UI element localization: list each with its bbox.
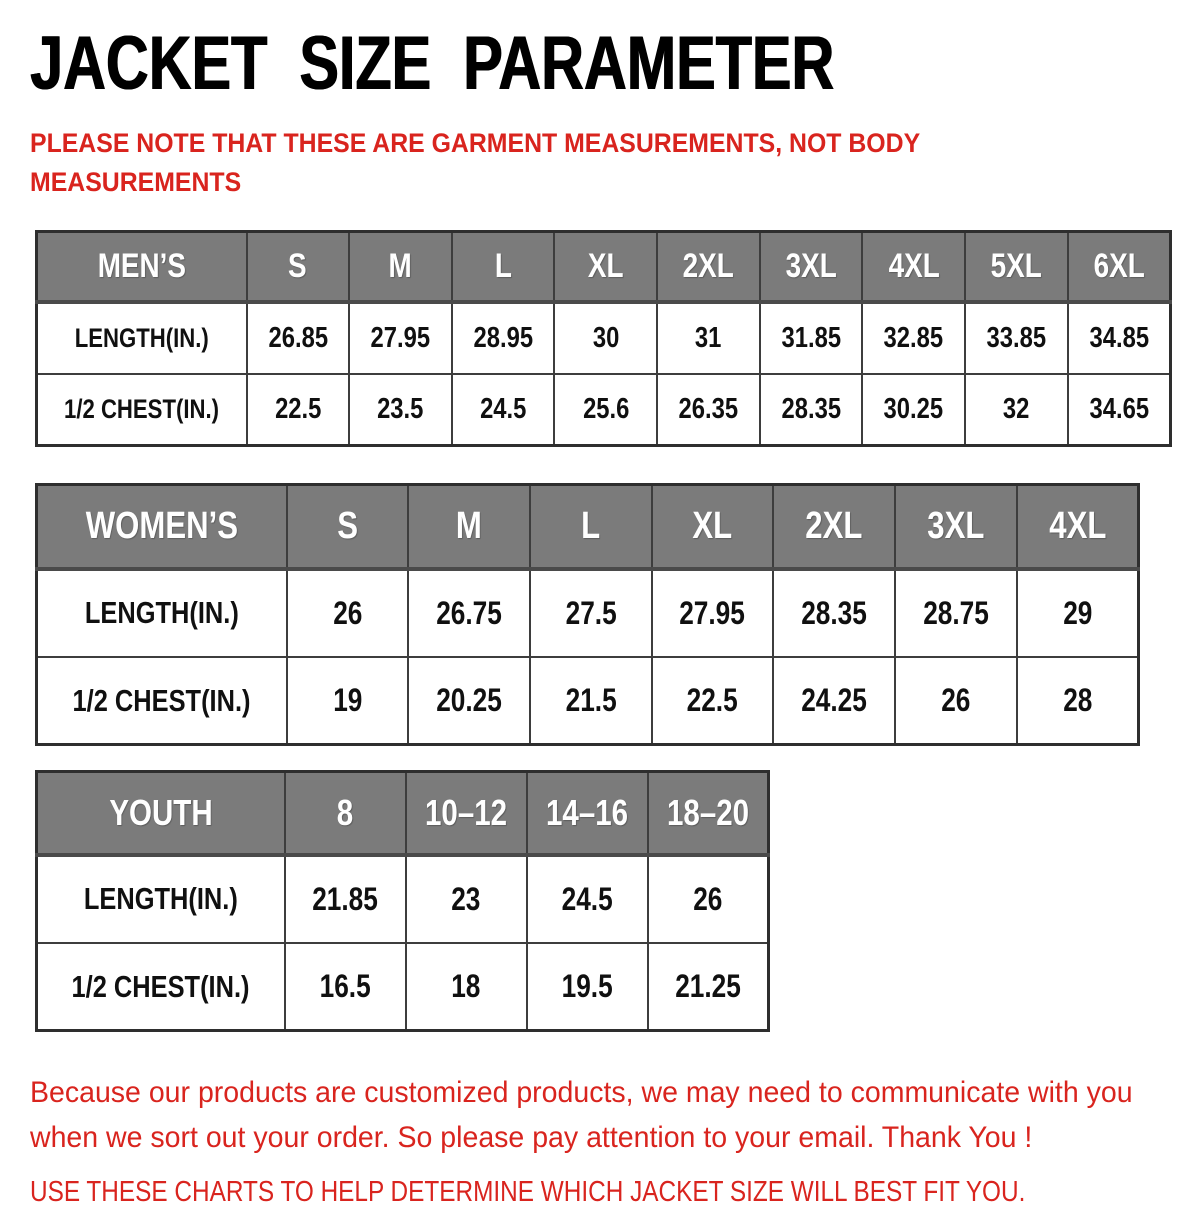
youth-size-table [35,770,770,1032]
value-cell [1017,569,1139,657]
cell-text: 1/2 CHEST(IN.) [71,968,250,1004]
table-header-row [37,232,1171,302]
cell-text: 19 [332,682,362,719]
cell-text: 33.85 [986,321,1047,354]
cell-text: 24.5 [479,393,527,426]
value-cell [760,374,863,446]
chart-usage-note-line: USE THESE CHARTS TO HELP DETERMINE WHICH JACKET SIZE WILL BEST FIT YOU. [30,1176,1026,1209]
cell-text: M [456,505,483,548]
cell-text: WOMEN’S [85,505,238,548]
cell-text: L [494,247,512,286]
cell-text: MEN’S [97,247,186,286]
communication-note-line1: Because our products are customized products, we may need to communicate with you [30,1076,1133,1110]
value-cell [285,855,406,943]
cell-text: 2XL [805,505,863,548]
value-cell [965,302,1068,374]
value-cell [247,302,350,374]
value-cell [862,374,965,446]
size-column-header [452,232,555,302]
cell-text: 20.25 [436,682,502,719]
value-cell [652,569,774,657]
cell-text: 4XL [888,247,940,286]
cell-text: 6XL [1093,247,1145,286]
cell-text: 32.85 [884,321,944,354]
cell-text: 18 [451,968,481,1005]
row-label [37,943,285,1031]
cell-text: LENGTH(IN.) [83,881,238,917]
cell-text: 18–20 [666,792,749,834]
size-column-header [527,772,648,855]
cell-text: 4XL [1048,505,1106,548]
cell-text: 21.5 [565,682,617,719]
cell-text: 8 [336,792,354,834]
womens-size-table [35,483,1140,746]
value-cell [1017,657,1139,745]
value-cell [1068,374,1171,446]
cell-text: 28.95 [473,321,533,354]
cell-text: 34.65 [1089,393,1149,426]
cell-text: 26.35 [678,393,739,426]
cell-text: 23 [451,880,481,917]
page-title: JACKET SIZE PARAMETER [30,21,835,106]
row-label [37,657,287,745]
cell-text: LENGTH(IN.) [84,595,239,631]
cell-text: S [336,505,358,548]
table-header-row [37,772,769,855]
cell-text: 30.25 [884,393,944,426]
cell-text: 26.75 [436,594,502,631]
size-column-header [349,232,452,302]
size-column-header [648,772,769,855]
table-row [37,302,1171,374]
size-column-header [285,772,406,855]
value-cell [895,569,1017,657]
cell-text: LENGTH(IN.) [74,322,209,353]
value-cell [657,374,760,446]
mens-size-table [35,230,1172,447]
garment-measurement-note-line2: MEASUREMENTS [30,167,242,198]
size-column-header [773,485,895,569]
value-cell [452,302,555,374]
row-label [37,302,247,374]
size-column-header [287,485,409,569]
communication-note-line2: when we sort out your order. So please pay attention to your email. Thank You ! [30,1121,1033,1155]
value-cell [406,943,527,1031]
size-column-header [652,485,774,569]
cell-text: 31 [695,321,722,354]
table-category-header [37,772,285,855]
value-cell [408,569,530,657]
value-cell [554,302,657,374]
value-cell [406,855,527,943]
value-cell [657,302,760,374]
cell-text: 32 [1003,393,1030,426]
size-column-header [965,232,1068,302]
cell-text: 19.5 [561,968,613,1005]
size-column-header [554,232,657,302]
cell-text: XL [587,247,624,286]
value-cell [452,374,555,446]
value-cell [527,943,648,1031]
value-cell [773,569,895,657]
cell-text: 5XL [990,247,1042,286]
cell-text: 28.75 [923,594,989,631]
cell-text: 25.6 [582,393,629,426]
cell-text: 30 [592,321,620,354]
cell-text: 27.95 [370,321,431,354]
value-cell [648,855,769,943]
table-header-row [37,485,1139,569]
cell-text: 34.85 [1089,321,1149,354]
garment-measurement-note-line1: PLEASE NOTE THAT THESE ARE GARMENT MEASUREMENTS, NOT BODY [30,128,921,158]
value-cell [862,302,965,374]
size-column-header [657,232,760,302]
cell-text: 2XL [682,247,735,286]
cell-text: 31.85 [781,321,841,354]
size-column-header [895,485,1017,569]
cell-text: L [581,505,601,548]
value-cell [527,855,648,943]
size-column-header [406,772,527,855]
value-cell [965,374,1068,446]
cell-text: 16.5 [319,968,371,1005]
row-label [37,374,247,446]
table-category-header [37,485,287,569]
size-column-header [247,232,350,302]
table-row [37,569,1139,657]
cell-text: 3XL [785,247,837,286]
value-cell [287,569,409,657]
value-cell [530,569,652,657]
cell-text: 28.35 [801,594,867,631]
cell-text: 21.25 [674,968,741,1005]
cell-text: YOUTH [109,792,213,834]
table-row [37,855,769,943]
value-cell [773,657,895,745]
table-category-header [37,232,247,302]
cell-text: 1/2 CHEST(IN.) [64,394,220,425]
cell-text: 28 [1062,682,1092,719]
cell-text: 26 [332,594,362,631]
cell-text: 21.85 [312,880,378,917]
cell-text: 14–16 [545,792,629,834]
cell-text: 26 [693,880,723,917]
cell-text: 26 [941,682,971,719]
table-row [37,374,1171,446]
chart-usage-note [30,1176,1200,1209]
cell-text: M [388,247,413,286]
value-cell [349,374,452,446]
garment-measurement-note [30,124,1200,202]
size-column-header [760,232,863,302]
value-cell [760,302,863,374]
customization-communication-note [30,1070,1200,1160]
cell-text: 29 [1062,594,1092,631]
size-column-header [1017,485,1139,569]
table-row [37,657,1139,745]
cell-text: 27.95 [679,594,746,631]
cell-text: 22.5 [686,682,738,719]
value-cell [1068,302,1171,374]
cell-text: 10–12 [424,792,508,834]
value-cell [287,657,409,745]
value-cell [408,657,530,745]
cell-text: 27.5 [565,594,617,631]
size-column-header [1068,232,1171,302]
value-cell [652,657,774,745]
size-column-header [862,232,965,302]
size-column-header [408,485,530,569]
value-cell [349,302,452,374]
cell-text: 24.25 [801,682,867,719]
value-cell [648,943,769,1031]
cell-text: 23.5 [377,393,424,426]
cell-text: 28.35 [781,393,841,426]
value-cell [895,657,1017,745]
cell-text: 26.85 [268,321,328,354]
row-label [37,855,285,943]
cell-text: XL [692,505,733,548]
cell-text: 1/2 CHEST(IN.) [72,682,251,718]
value-cell [285,943,406,1031]
row-label [37,569,287,657]
table-row [37,943,769,1031]
cell-text: 22.5 [274,393,321,426]
value-cell [554,374,657,446]
cell-text: S [288,247,308,286]
value-cell [247,374,350,446]
size-column-header [530,485,652,569]
value-cell [530,657,652,745]
cell-text: 3XL [927,505,985,548]
cell-text: 24.5 [561,880,613,917]
